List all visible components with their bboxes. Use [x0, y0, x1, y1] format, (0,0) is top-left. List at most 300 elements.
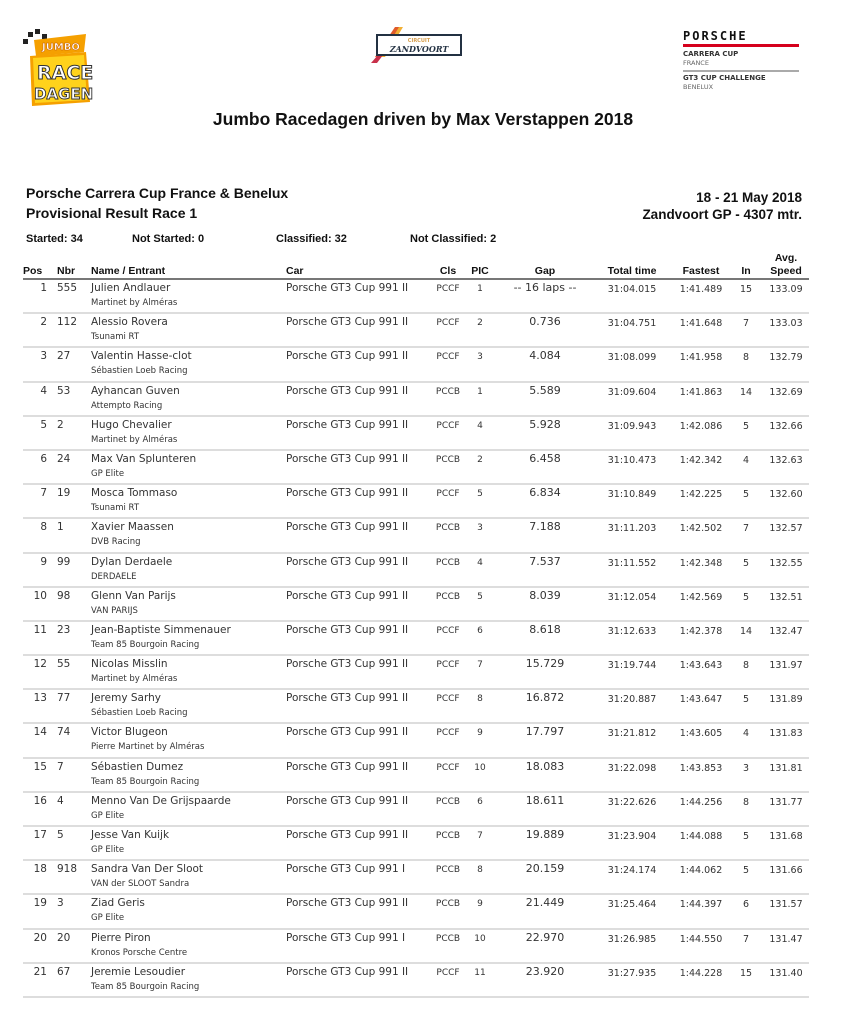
row-fastest-in-lap: 6: [742, 899, 750, 911]
row-fastest-in-lap: 7: [742, 318, 750, 330]
row-fastest-lap: 1:43.643: [679, 660, 723, 672]
row-driver-name: Glenn Van Parijs: [91, 589, 176, 602]
row-fastest-in-lap: 15: [739, 967, 753, 979]
row-fastest-in-lap: 4: [742, 454, 750, 466]
row-fastest-in-lap: 3: [742, 762, 750, 774]
row-fastest-in-lap: 5: [742, 557, 750, 569]
event-track: Zandvoort GP - 4307 mtr.: [642, 207, 802, 222]
row-car: Porsche GT3 Cup 991 II: [286, 760, 409, 773]
row-car: Porsche GT3 Cup 991 II: [286, 350, 409, 363]
row-gap: 23.920: [525, 964, 565, 978]
row-entrant: Sébastien Loeb Racing: [91, 366, 188, 377]
row-pic: 1: [477, 386, 483, 397]
stat-not-started: Not Started: 0: [132, 233, 205, 245]
row-total-time: 31:19.744: [607, 660, 657, 672]
col-avg-label: Avg.: [774, 252, 798, 264]
row-avg-speed: 132.66: [769, 420, 803, 432]
row-total-time: 31:27.935: [607, 967, 657, 979]
row-number: 7: [57, 760, 64, 773]
row-car: Porsche GT3 Cup 991 II: [286, 623, 409, 636]
row-fastest-lap: 1:43.647: [679, 694, 723, 706]
row-car: Porsche GT3 Cup 991 II: [286, 487, 409, 500]
row-pos: 8: [40, 521, 47, 534]
row-total-time: 31:23.904: [607, 831, 657, 842]
logo-jumbo-text: JUMBO: [42, 42, 80, 53]
row-pos: 15: [33, 760, 47, 773]
row-gap: 20.159: [525, 862, 565, 876]
row-class: PCCF: [436, 967, 460, 978]
row-number: 24: [57, 452, 71, 465]
row-number: 77: [57, 692, 71, 705]
row-avg-speed: 131.57: [769, 899, 803, 911]
col-total-time: Total time: [607, 265, 657, 277]
porsche-benelux-text: BENELUX: [683, 83, 714, 91]
row-fastest-lap: 1:43.605: [679, 728, 723, 740]
row-pic: 2: [477, 318, 483, 329]
row-total-time: 31:24.174: [607, 865, 657, 877]
row-avg-speed: 132.60: [769, 489, 803, 501]
row-gap: 16.872: [525, 691, 565, 705]
table-row: [23, 383, 809, 417]
row-fastest-lap: 1:44.228: [679, 967, 723, 979]
row-avg-speed: 132.47: [769, 625, 803, 637]
row-pic: 10: [474, 762, 486, 773]
stat-not-classified: Not Classified: 2: [410, 233, 497, 245]
row-fastest-in-lap: 5: [742, 865, 750, 877]
row-car: Porsche GT3 Cup 991 II: [286, 452, 409, 465]
row-gap: 5.928: [529, 417, 561, 431]
table-row: [23, 485, 809, 519]
results-table-body: [23, 280, 809, 998]
table-row: [23, 588, 809, 622]
row-gap: 8.039: [529, 588, 561, 602]
row-pic: 1: [477, 284, 483, 294]
row-driver-name: Sébastien Dumez: [91, 760, 184, 773]
row-pic: 7: [477, 831, 483, 841]
row-car: Porsche GT3 Cup 991 I: [286, 863, 406, 876]
row-class: PCCF: [436, 489, 460, 500]
row-driver-name: Jean-Baptiste Simmenauer: [91, 623, 231, 636]
row-gap: 22.970: [525, 930, 565, 944]
table-row: [23, 451, 809, 485]
row-pic: 8: [477, 694, 483, 705]
row-driver-name: Alessio Rovera: [91, 316, 168, 329]
jumbo-race-dagen-logo: [20, 28, 110, 106]
table-row: [23, 622, 809, 656]
row-fastest-lap: 1:44.550: [679, 933, 723, 945]
row-class: PCCF: [436, 625, 460, 636]
logo-zandvoort-text: ZANDVOORT: [389, 44, 449, 54]
table-row: [23, 930, 809, 964]
row-driver-name: Jeremie Lesoudier: [91, 965, 186, 978]
row-avg-speed: 131.97: [769, 660, 803, 672]
row-pos: 5: [40, 418, 47, 431]
row-pos: 17: [33, 829, 47, 841]
row-number: 27: [57, 350, 71, 363]
row-driver-name: Sandra Van Der Sloot: [91, 863, 204, 876]
row-class: PCCB: [435, 796, 461, 807]
row-total-time: 31:12.633: [607, 625, 657, 637]
row-fastest-lap: 1:42.342: [679, 454, 723, 466]
row-fastest-lap: 1:44.062: [679, 865, 723, 877]
row-pic: 3: [477, 352, 483, 363]
row-pos: 6: [40, 452, 47, 465]
row-driver-name: Julien Andlauer: [91, 282, 171, 294]
row-pos: 18: [33, 863, 47, 876]
row-pic: 7: [477, 660, 483, 671]
table-row: [23, 724, 809, 758]
circuit-zandvoort-logo: [365, 25, 465, 65]
row-number: 918: [57, 863, 78, 876]
row-class: PCCF: [436, 728, 460, 739]
row-entrant: VAN der SLOOT Sandra: [91, 879, 190, 890]
row-avg-speed: 133.03: [769, 318, 803, 330]
row-pic: 4: [477, 557, 483, 568]
porsche-wordmark: PORSCHE: [683, 29, 748, 43]
row-number: 2: [57, 418, 64, 431]
row-total-time: 31:11.552: [607, 557, 657, 569]
row-gap: 4.084: [529, 349, 561, 363]
row-fastest-in-lap: 5: [742, 489, 750, 501]
row-avg-speed: 131.81: [769, 762, 803, 774]
row-number: 19: [57, 487, 71, 500]
row-class: PCCB: [435, 557, 461, 568]
row-entrant: Tsunami RT: [91, 332, 140, 343]
row-car: Porsche GT3 Cup 991 II: [286, 692, 409, 705]
row-driver-name: Menno Van De Grijspaarde: [91, 794, 231, 807]
row-fastest-in-lap: 8: [742, 796, 750, 808]
porsche-carrera-cup-logo: [683, 30, 823, 102]
row-entrant: Team 85 Bourgoin Racing: [91, 981, 200, 992]
row-pic: 6: [477, 625, 483, 636]
row-fastest-lap: 1:41.958: [679, 352, 723, 364]
row-pic: 11: [474, 967, 486, 978]
row-avg-speed: 131.68: [769, 831, 803, 842]
result-title: Provisional Result Race 1: [26, 205, 198, 221]
row-class: PCCF: [436, 318, 460, 329]
row-avg-speed: 131.66: [769, 865, 803, 877]
row-gap: 6.458: [529, 451, 561, 465]
porsche-france-text: FRANCE: [683, 59, 709, 67]
row-entrant: Martinet by Alméras: [91, 674, 178, 685]
row-fastest-in-lap: 15: [739, 284, 753, 295]
row-driver-name: Nicolas Misslin: [91, 658, 168, 671]
row-number: 99: [57, 555, 71, 568]
row-number: 5: [57, 829, 64, 841]
row-pic: 3: [477, 523, 483, 534]
row-number: 23: [57, 623, 71, 636]
row-avg-speed: 132.51: [769, 591, 803, 603]
page-title: Jumbo Racedagen driven by Max Verstappen 2018: [212, 109, 634, 129]
table-row: [23, 656, 809, 690]
row-driver-name: Dylan Derdaele: [91, 555, 173, 568]
row-entrant: Pierre Martinet by Alméras: [91, 742, 205, 753]
row-fastest-lap: 1:44.397: [679, 899, 723, 911]
logo-circuit-text: CIRCUIT: [407, 38, 431, 44]
row-entrant: Sébastien Loeb Racing: [91, 708, 188, 719]
row-car: Porsche GT3 Cup 991 II: [286, 316, 409, 329]
row-avg-speed: 131.47: [769, 933, 803, 945]
row-gap: 18.083: [525, 759, 565, 773]
row-fastest-lap: 1:41.648: [679, 318, 723, 330]
row-car: Porsche GT3 Cup 991 II: [286, 384, 409, 397]
row-pos: 10: [33, 589, 47, 602]
row-driver-name: Xavier Maassen: [91, 521, 174, 534]
results-table-header: [23, 250, 809, 280]
row-entrant: Team 85 Bourgoin Racing: [91, 776, 200, 787]
table-row: [23, 280, 809, 314]
row-driver-name: Valentin Hasse-clot: [91, 350, 192, 363]
col-nbr: Nbr: [57, 265, 76, 277]
stat-classified: Classified: 32: [276, 233, 347, 245]
row-pos: 21: [33, 965, 47, 978]
row-gap: 21.449: [525, 896, 565, 910]
row-gap: 17.797: [525, 725, 565, 739]
row-pos: 13: [33, 692, 47, 705]
row-fastest-lap: 1:42.378: [679, 625, 723, 637]
row-pos: 2: [40, 316, 47, 329]
row-total-time: 31:25.464: [607, 899, 657, 911]
row-number: 74: [57, 726, 71, 739]
logo-dagen-text: DAGEN: [34, 85, 94, 103]
table-row: [23, 314, 809, 348]
row-pos: 7: [40, 487, 47, 500]
col-speed-label: Speed: [770, 265, 802, 277]
row-avg-speed: 131.40: [769, 967, 803, 979]
row-gap: 6.834: [529, 486, 561, 500]
row-driver-name: Mosca Tommaso: [91, 487, 178, 500]
col-in: In: [741, 265, 751, 277]
row-fastest-in-lap: 5: [742, 591, 750, 603]
row-pos: 3: [40, 350, 47, 363]
row-pic: 4: [477, 420, 483, 431]
row-fastest-lap: 1:44.088: [679, 831, 723, 842]
row-avg-speed: 133.09: [769, 284, 803, 295]
row-car: Porsche GT3 Cup 991 II: [286, 658, 409, 671]
table-row: [23, 895, 809, 929]
row-class: PCCB: [435, 386, 461, 397]
row-total-time: 31:04.751: [607, 318, 657, 330]
row-fastest-in-lap: 14: [739, 386, 753, 398]
row-pic: 2: [477, 454, 483, 465]
row-class: PCCF: [436, 352, 460, 363]
row-car: Porsche GT3 Cup 991 II: [286, 897, 409, 910]
row-number: 98: [57, 589, 71, 602]
row-number: 4: [57, 794, 64, 807]
row-number: 55: [57, 658, 71, 671]
row-entrant: Martinet by Alméras: [91, 298, 178, 308]
porsche-grey-rule: [683, 70, 799, 72]
row-number: 53: [57, 384, 71, 397]
row-class: PCCB: [435, 454, 461, 465]
row-total-time: 31:08.099: [607, 352, 657, 364]
table-row: [23, 793, 809, 827]
row-avg-speed: 132.69: [769, 386, 803, 398]
row-entrant: Team 85 Bourgoin Racing: [91, 639, 200, 650]
row-car: Porsche GT3 Cup 991 II: [286, 555, 409, 568]
table-row: [23, 964, 809, 998]
row-entrant: DVB Racing: [91, 537, 141, 548]
row-number: 3: [57, 897, 64, 910]
row-pos: 9: [40, 555, 47, 568]
row-gap: 7.188: [529, 520, 561, 534]
row-class: PCCF: [436, 660, 460, 671]
row-number: 20: [57, 931, 71, 944]
row-entrant: DERDAELE: [91, 571, 137, 582]
col-gap: Gap: [534, 265, 556, 277]
row-car: Porsche GT3 Cup 991 II: [286, 726, 409, 739]
row-pos: 4: [40, 384, 47, 397]
row-driver-name: Pierre Piron: [91, 931, 151, 944]
row-entrant: GP Elite: [91, 845, 125, 855]
row-car: Porsche GT3 Cup 991 II: [286, 282, 409, 294]
row-pos: 1: [40, 282, 47, 294]
row-pic: 10: [474, 933, 486, 944]
row-pos: 12: [33, 658, 47, 671]
race-stats: [26, 232, 526, 246]
col-name: Name / Entrant: [91, 265, 166, 277]
row-entrant: GP Elite: [91, 810, 125, 821]
row-total-time: 31:09.604: [607, 386, 657, 398]
row-driver-name: Ziad Geris: [91, 897, 145, 910]
row-driver-name: Jeremy Sarhy: [91, 692, 161, 705]
row-total-time: 31:10.473: [607, 454, 657, 466]
row-driver-name: Jesse Van Kuijk: [91, 829, 170, 841]
table-row: [23, 759, 809, 793]
row-pic: 9: [477, 728, 483, 739]
row-fastest-in-lap: 8: [742, 660, 750, 672]
row-entrant: VAN PARIJS: [91, 605, 138, 616]
row-number: 1: [57, 521, 64, 534]
row-total-time: 31:20.887: [607, 694, 657, 706]
table-row: [23, 861, 809, 895]
row-fastest-lap: 1:41.489: [679, 284, 723, 295]
logo-race-text: RACE: [37, 62, 94, 84]
row-car: Porsche GT3 Cup 991 II: [286, 965, 409, 978]
row-gap: 8.618: [529, 622, 561, 636]
row-driver-name: Max Van Splunteren: [91, 452, 197, 465]
row-pic: 5: [477, 489, 483, 500]
row-driver-name: Ayhancan Guven: [91, 384, 180, 397]
row-avg-speed: 131.89: [769, 694, 803, 706]
row-gap: 19.889: [525, 828, 565, 841]
row-pos: 14: [33, 726, 47, 739]
porsche-gt3-text: GT3 CUP CHALLENGE: [683, 74, 766, 82]
row-total-time: 31:04.015: [607, 284, 657, 295]
row-fastest-lap: 1:42.225: [679, 489, 723, 501]
row-class: PCCB: [435, 523, 461, 534]
row-avg-speed: 132.79: [769, 352, 803, 364]
row-fastest-lap: 1:42.086: [679, 420, 723, 432]
row-car: Porsche GT3 Cup 991 II: [286, 418, 409, 431]
row-fastest-in-lap: 5: [742, 694, 750, 706]
row-fastest-in-lap: 4: [742, 728, 750, 740]
col-pos: Pos: [23, 265, 43, 277]
row-driver-name: Hugo Chevalier: [91, 418, 172, 431]
row-car: Porsche GT3 Cup 991 II: [286, 521, 409, 534]
row-total-time: 31:26.985: [607, 933, 657, 945]
col-cls: Cls: [439, 265, 457, 277]
row-avg-speed: 132.55: [769, 557, 803, 569]
row-gap: 18.611: [525, 793, 565, 807]
col-fastest: Fastest: [682, 265, 720, 277]
row-entrant: Kronos Porsche Centre: [91, 947, 188, 958]
row-entrant: Attempto Racing: [91, 400, 163, 411]
event-date: 18 - 21 May 2018: [696, 190, 802, 205]
row-gap: 5.589: [529, 383, 561, 397]
row-entrant: GP Elite: [91, 468, 125, 479]
row-fastest-in-lap: 5: [742, 831, 750, 842]
col-car: Car: [286, 265, 304, 277]
row-entrant: Martinet by Alméras: [91, 434, 178, 445]
row-fastest-lap: 1:44.256: [679, 796, 723, 808]
row-number: 67: [57, 965, 71, 978]
row-avg-speed: 131.77: [769, 796, 803, 808]
row-number: 555: [57, 282, 78, 294]
row-gap: 7.537: [529, 554, 561, 568]
row-avg-speed: 132.57: [769, 523, 803, 535]
row-pic: 6: [477, 796, 483, 807]
row-pos: 20: [33, 931, 47, 944]
stat-started: Started: 34: [26, 233, 83, 245]
row-fastest-in-lap: 7: [742, 523, 750, 535]
row-fastest-in-lap: 5: [742, 420, 750, 432]
row-class: PCCF: [436, 762, 460, 773]
row-pos: 19: [33, 897, 47, 910]
row-total-time: 31:22.098: [607, 762, 657, 774]
row-fastest-lap: 1:42.348: [679, 557, 723, 569]
row-class: PCCB: [435, 831, 461, 841]
row-car: Porsche GT3 Cup 991 II: [286, 794, 409, 807]
row-fastest-in-lap: 7: [742, 933, 750, 945]
row-pic: 5: [477, 591, 483, 602]
row-class: PCCB: [435, 933, 461, 944]
row-pos: 16: [33, 794, 47, 807]
row-gap: 15.729: [525, 657, 565, 671]
row-fastest-lap: 1:41.863: [679, 386, 723, 398]
col-pic: PIC: [471, 265, 489, 277]
row-fastest-in-lap: 8: [742, 352, 750, 364]
row-fastest-lap: 1:42.502: [679, 523, 723, 535]
row-total-time: 31:10.849: [607, 489, 657, 501]
row-pos: 11: [33, 623, 47, 636]
row-class: PCCF: [436, 284, 460, 294]
table-row: [23, 417, 809, 451]
series-title: Porsche Carrera Cup France & Benelux: [26, 185, 289, 201]
table-row: [23, 554, 809, 588]
table-row: [23, 348, 809, 382]
row-number: 112: [57, 316, 78, 329]
row-total-time: 31:21.812: [607, 728, 657, 740]
row-gap: 0.736: [529, 315, 561, 329]
row-fastest-lap: 1:42.569: [679, 591, 723, 603]
porsche-carrera-cup-text: CARRERA CUP: [683, 50, 739, 58]
row-pic: 9: [477, 899, 483, 910]
row-avg-speed: 131.83: [769, 728, 803, 740]
row-class: PCCF: [436, 694, 460, 705]
row-car: Porsche GT3 Cup 991 II: [286, 829, 409, 841]
row-driver-name: Victor Blugeon: [91, 726, 168, 739]
row-fastest-lap: 1:43.853: [679, 762, 723, 774]
row-entrant: Tsunami RT: [91, 503, 140, 514]
row-entrant: GP Elite: [91, 913, 125, 924]
row-car: Porsche GT3 Cup 991 I: [286, 931, 406, 944]
row-total-time: 31:11.203: [607, 523, 657, 535]
table-row: [23, 827, 809, 861]
row-gap: -- 16 laps --: [513, 281, 577, 294]
row-car: Porsche GT3 Cup 991 II: [286, 589, 409, 602]
table-row: [23, 519, 809, 553]
